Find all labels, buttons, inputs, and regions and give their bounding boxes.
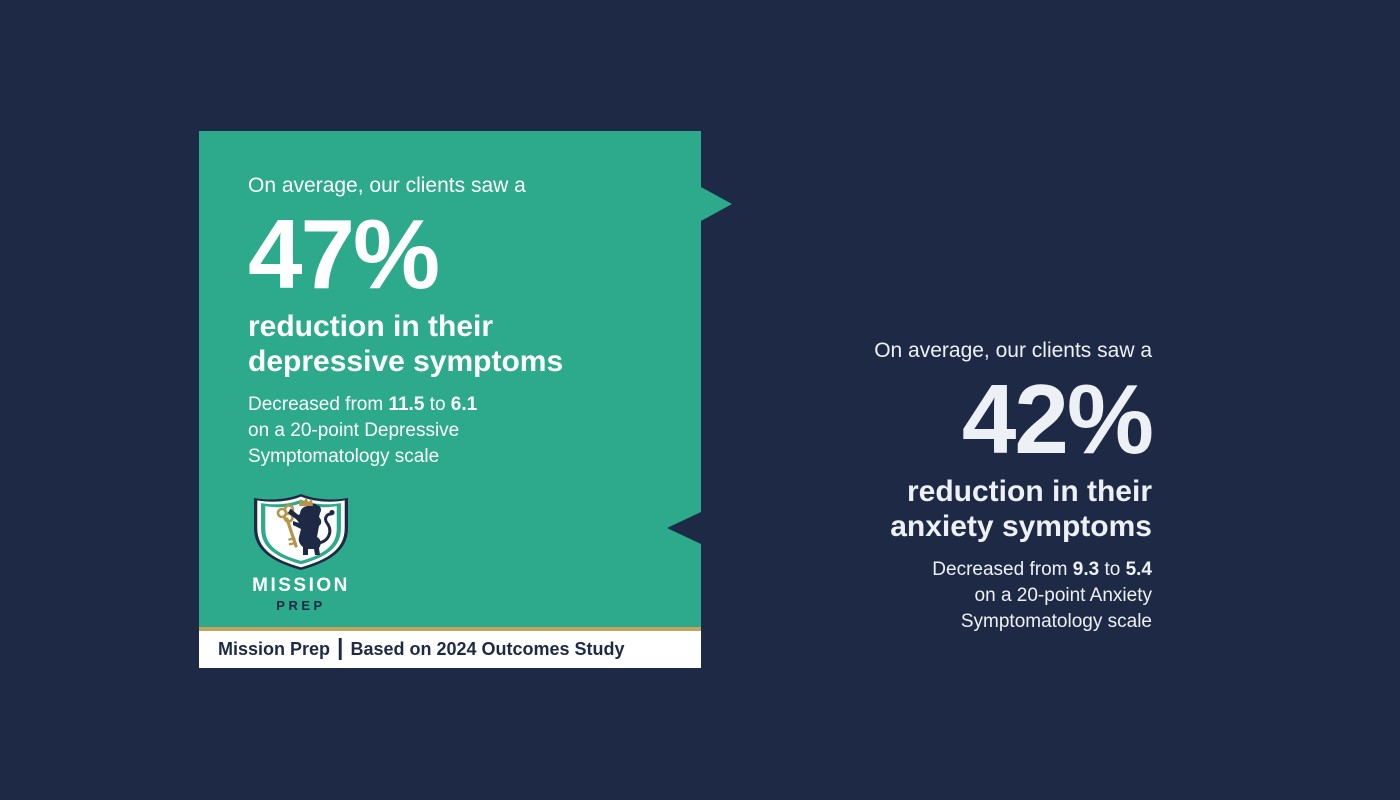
card-detail-to-value: 6.1 — [450, 394, 478, 415]
source-footer-bar — [199, 631, 701, 668]
card-footer — [199, 627, 701, 668]
card-detail-line2: on a 20-point Depressive — [248, 420, 460, 441]
card-headline-line2: depressive symptoms — [248, 345, 564, 378]
right-intro-text: On average, our clients saw a — [874, 339, 1152, 362]
right-stat-headline — [772, 474, 1152, 544]
card-detail-from-value: 11.5 — [388, 394, 425, 415]
right-stat-value: 42% — [961, 364, 1152, 474]
right-headline-line1: reduction in their — [906, 475, 1152, 508]
right-headline-line2: anxiety symptoms — [890, 510, 1152, 543]
card-stat-headline — [248, 309, 667, 379]
card-stat-value: 47% — [248, 199, 439, 309]
right-detail-line3: Symptomatology scale — [960, 611, 1152, 632]
card-detail-prefix: Decreased from — [248, 394, 389, 415]
logo-wordmark-mission: MISSION — [252, 575, 350, 596]
card-right-arrow-notch — [701, 187, 732, 221]
card-headline-line1: reduction in their — [248, 310, 494, 343]
mission-prep-logo — [248, 493, 354, 613]
right-detail-line2: on a 20-point Anxiety — [974, 585, 1152, 606]
card-stat-detail — [248, 392, 667, 470]
right-detail-to-value: 5.4 — [1125, 559, 1152, 580]
right-detail-prefix: Decreased from — [932, 559, 1073, 580]
card-detail-line3: Symptomatology scale — [248, 446, 440, 467]
card-inward-notch — [667, 512, 701, 544]
right-detail-from-value: 9.3 — [1072, 559, 1100, 580]
footer-separator: | — [337, 634, 344, 660]
card-detail-to-word: to — [424, 394, 451, 415]
logo-wordmark-prep: PREP — [276, 598, 326, 613]
right-detail-to-word: to — [1099, 559, 1126, 580]
depression-stat-card — [199, 131, 701, 668]
card-intro-text: On average, our clients saw a — [248, 174, 526, 197]
footer-brand: Mission Prep — [218, 639, 331, 659]
shield-logo-icon — [251, 493, 351, 571]
right-stat-detail — [772, 557, 1152, 635]
footer-source-note: Based on 2024 Outcomes Study — [350, 639, 625, 659]
anxiety-stat-block — [772, 338, 1152, 635]
